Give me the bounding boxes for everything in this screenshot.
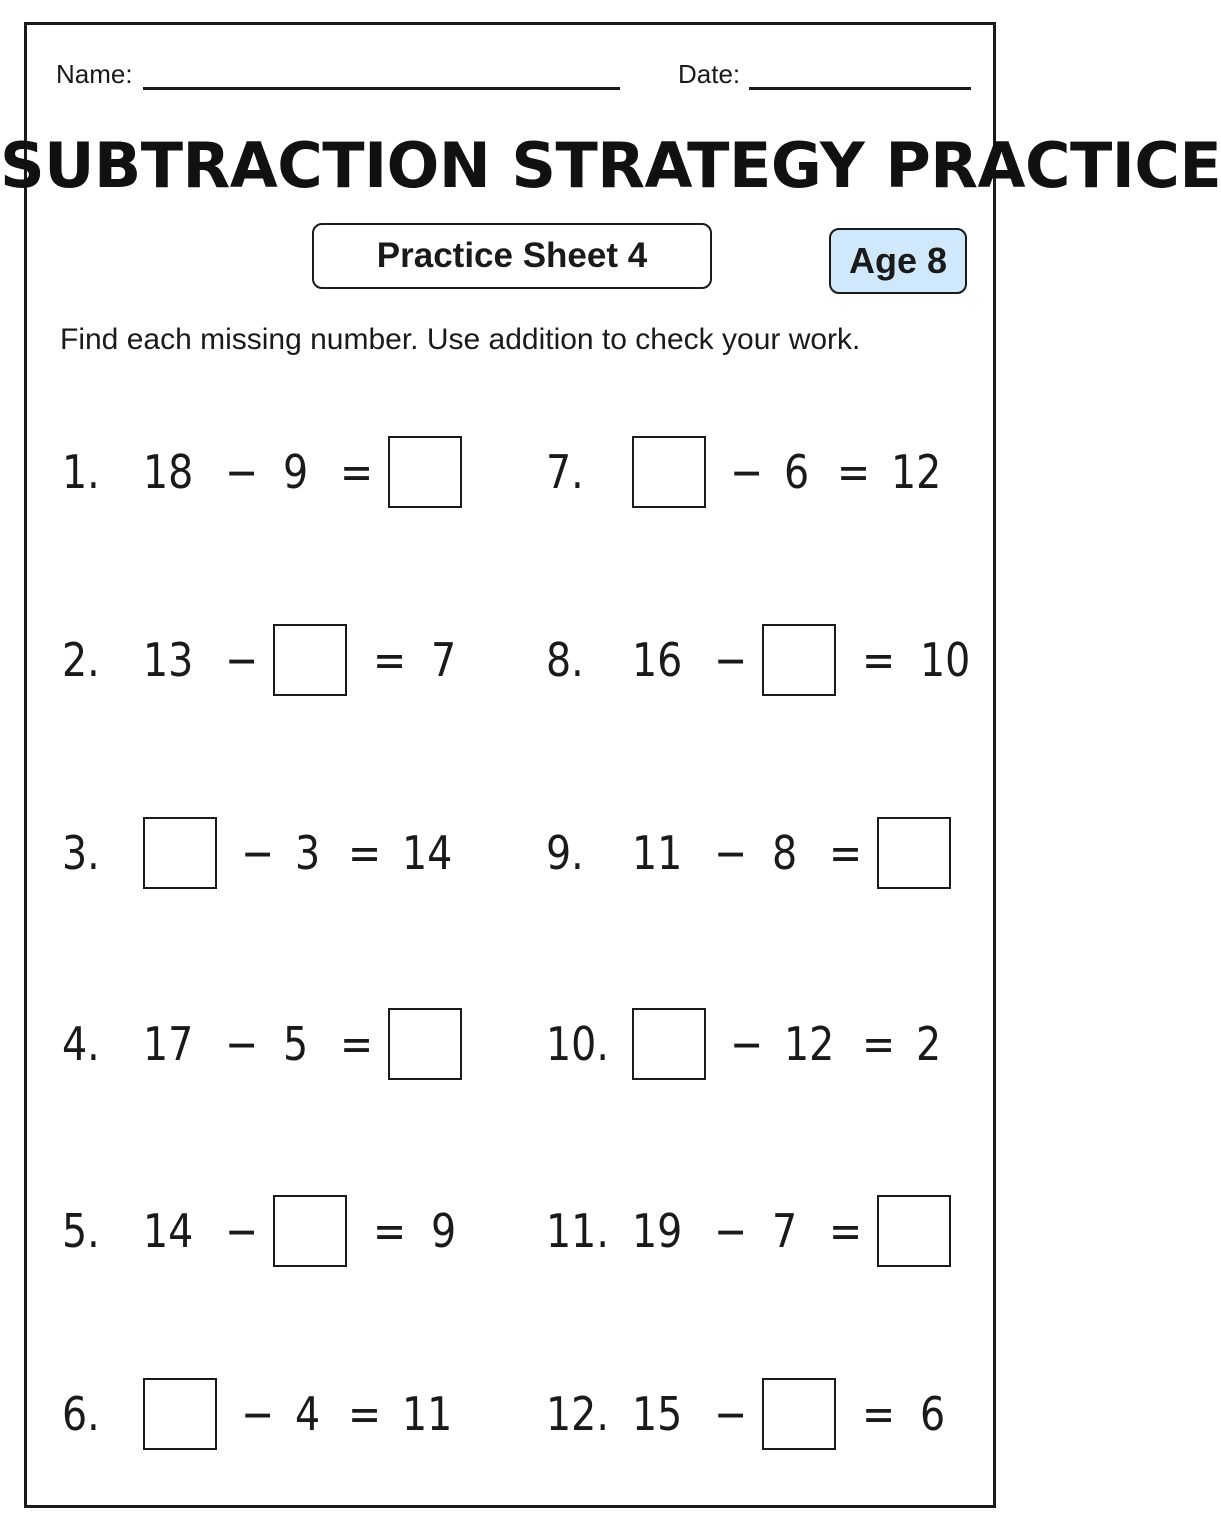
minus-sign: −: [225, 445, 259, 499]
worksheet-title: SUBTRACTION STRATEGY PRACTICE: [0, 129, 1221, 202]
equals-sign: =: [348, 826, 382, 880]
number-value: 16: [632, 633, 683, 687]
minus-sign: −: [714, 633, 748, 687]
problem-number: 12.: [546, 1387, 609, 1441]
number-value: 12: [891, 445, 942, 499]
equals-sign: =: [340, 445, 374, 499]
number-value: 9: [283, 445, 309, 499]
number-value: 18: [143, 445, 194, 499]
date-label: Date:: [678, 59, 741, 89]
problem-7: [0, 434, 1024, 510]
number-value: 14: [402, 826, 453, 880]
minus-sign: −: [714, 826, 748, 880]
answer-box[interactable]: [632, 1008, 706, 1080]
problem-number: 11.: [546, 1204, 609, 1258]
number-value: 12: [784, 1017, 835, 1071]
problem-number: 5.: [62, 1204, 100, 1258]
problem-12: [0, 1376, 1024, 1452]
minus-sign: −: [714, 1204, 748, 1258]
problem-number: 10.: [546, 1017, 609, 1071]
answer-box[interactable]: [877, 1195, 951, 1267]
number-value: 11: [632, 826, 683, 880]
problem-number: 4.: [62, 1017, 100, 1071]
age-badge: Age 8: [829, 228, 967, 294]
equals-sign: =: [373, 1204, 407, 1258]
problem-8: [0, 622, 1024, 698]
answer-box[interactable]: [762, 1378, 836, 1450]
equals-sign: =: [340, 1017, 374, 1071]
minus-sign: −: [241, 1387, 275, 1441]
equals-sign: =: [829, 826, 863, 880]
number-value: 10: [920, 633, 971, 687]
number-value: 6: [784, 445, 810, 499]
number-value: 7: [772, 1204, 798, 1258]
problem-10: [0, 1006, 1024, 1082]
equals-sign: =: [862, 1387, 896, 1441]
equals-sign: =: [862, 1017, 896, 1071]
number-value: 4: [295, 1387, 321, 1441]
minus-sign: −: [241, 826, 275, 880]
number-value: 9: [431, 1204, 457, 1258]
minus-sign: −: [730, 445, 764, 499]
problem-number: 2.: [62, 633, 100, 687]
problem-number: 6.: [62, 1387, 100, 1441]
minus-sign: −: [225, 633, 259, 687]
minus-sign: −: [730, 1017, 764, 1071]
number-value: 13: [143, 633, 194, 687]
number-value: 11: [402, 1387, 453, 1441]
name-field[interactable]: [143, 87, 620, 90]
minus-sign: −: [225, 1017, 259, 1071]
problem-9: [0, 815, 1024, 891]
number-value: 19: [632, 1204, 683, 1258]
number-value: 3: [295, 826, 321, 880]
instructions: Find each missing number. Use addition to check your work.: [60, 323, 861, 356]
equals-sign: =: [373, 633, 407, 687]
answer-box[interactable]: [632, 436, 706, 508]
answer-box[interactable]: [877, 817, 951, 889]
number-value: 6: [920, 1387, 946, 1441]
problem-number: 9.: [546, 826, 584, 880]
number-value: 2: [916, 1017, 942, 1071]
date-field[interactable]: [749, 87, 971, 90]
answer-box[interactable]: [762, 624, 836, 696]
number-value: 5: [283, 1017, 309, 1071]
minus-sign: −: [714, 1387, 748, 1441]
problem-11: [0, 1193, 1024, 1269]
number-value: 17: [143, 1017, 194, 1071]
number-value: 8: [772, 826, 798, 880]
equals-sign: =: [837, 445, 871, 499]
problem-number: 3.: [62, 826, 100, 880]
number-value: 7: [431, 633, 457, 687]
equals-sign: =: [829, 1204, 863, 1258]
problem-number: 8.: [546, 633, 584, 687]
number-value: 14: [143, 1204, 194, 1258]
practice-sheet-label: Practice Sheet 4: [312, 223, 712, 289]
problem-number: 7.: [546, 445, 584, 499]
number-value: 15: [632, 1387, 683, 1441]
problem-number: 1.: [62, 445, 100, 499]
minus-sign: −: [225, 1204, 259, 1258]
equals-sign: =: [862, 633, 896, 687]
name-label: Name:: [56, 59, 133, 89]
equals-sign: =: [348, 1387, 382, 1441]
